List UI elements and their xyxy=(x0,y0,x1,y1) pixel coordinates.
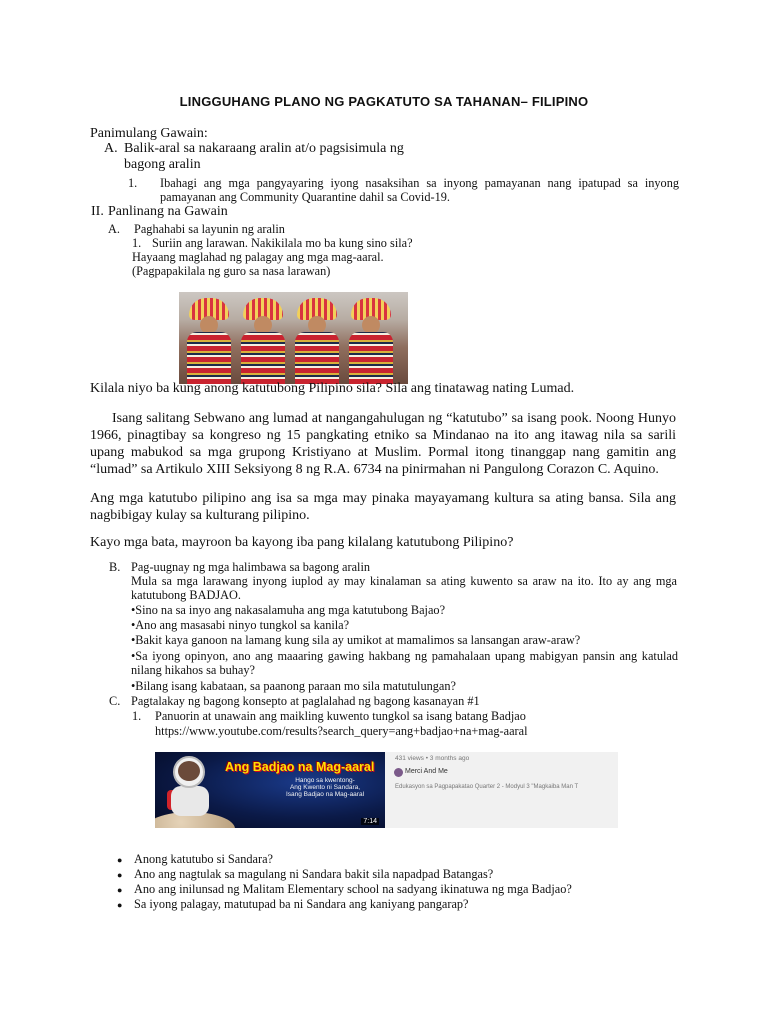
bullet-question: Anong katutubo si Sandara? xyxy=(134,852,273,866)
section-c-marker: C. xyxy=(109,694,121,708)
paragraph-lumad-history: Isang salitang Sebwano ang lumad at nangangahulugan ng “katutubo” sa isang pook. Noong Hunyo 1966, pinagtibay sa kongreso ng 15 pangkating etniko sa Mindanao na ito ang itawag nila sa sarili upang mabukod sa mga grupong Kristiyano at Muslim. Pormal itong tinanggap nang gamitin ang “lumad” sa Artikulo XIII Seksiyong 8 ng R.A. 6734 na pinirmahan ni Pangulong Corazon C. Aquino. xyxy=(90,411,676,477)
lumad-dancers-photo xyxy=(179,292,408,384)
section-c-item1-text: Panuorin at unawain ang maikling kuwento tungkol sa isang batang Badjao xyxy=(155,709,526,723)
video-subtitle-line: Isang Badjao na Mag-aaral xyxy=(285,791,365,798)
section-b-question: •Ano ang masasabi ninyo tungkol sa kanila? xyxy=(131,618,350,632)
astronaut-graphic xyxy=(169,756,215,816)
panimula-heading: Panimulang Gawain: xyxy=(90,126,208,141)
panlinang-heading: Panlinang na Gawain xyxy=(108,204,228,219)
panimula-item1-marker: 1. xyxy=(128,176,138,190)
paragraph-question: Kayo mga bata, mayroon ba kayong iba pang kilalang katutubong Pilipino? xyxy=(90,535,514,550)
video-url-link[interactable]: https://www.youtube.com/results?search_query=ang+badjao+na+mag-aaral xyxy=(155,724,528,738)
section-b-question: •Bakit kaya ganoon na lamang kung sila ay umikot at mamalimos sa lansangan araw-araw? xyxy=(131,633,581,647)
page-title: LINGGUHANG PLANO NG PAGKATUTO SA TAHANAN– FILIPINO xyxy=(179,94,589,109)
paragraph-lumad-intro: Kilala niyo ba kung anong katutubong Pilipino sila? Sila ang tinatawag nating Lumad. xyxy=(90,381,575,396)
video-thumbnail[interactable] xyxy=(155,752,385,828)
section-b-intro: Mula sa mga larawang inyong iuplod ay may kinalaman sa ating kuwento sa araw na ito. Ito ay ang mga katutubong BADJAO. xyxy=(131,574,677,602)
panimula-a-line2: bagong aralin xyxy=(124,157,201,172)
panimula-a-marker: A. xyxy=(104,141,118,156)
bullet-icon: ● xyxy=(117,855,123,865)
bullet-icon: ● xyxy=(117,870,123,880)
video-views: 431 views • 3 months ago xyxy=(395,755,470,762)
section-b-marker: B. xyxy=(109,560,121,574)
section-b-question: •Sino na sa inyo ang nakasalamuha ang mga katutubong Bajao? xyxy=(131,603,446,617)
panimula-a-line1: Balik-aral sa nakaraang aralin at/o pagsisimula ng xyxy=(124,141,404,156)
channel-name[interactable]: Merci And Me xyxy=(405,768,448,775)
section-c-heading: Pagtalakay ng bagong konsepto at paglalahad ng bagong kasanayan #1 xyxy=(131,694,480,708)
video-title: Ang Badjao na Mag-aaral xyxy=(225,760,375,774)
bullet-question: Ano ang nagtulak sa magulang ni Sandara bakit sila napadpad Batangas? xyxy=(134,867,494,881)
section-b-question: •Sa iyong opinyon, ano ang maaaring gawing hakbang ng pamahalaan upang mabigyan pansin ang katulad nilang hikahos sa buhay? xyxy=(131,649,678,677)
panlinang-item1-text: Suriin ang larawan. Nakikilala mo ba kung sino sila? xyxy=(152,236,413,250)
panlinang-line3: (Pagpapakilala ng guro sa nasa larawan) xyxy=(132,264,331,278)
panlinang-a-marker: A. xyxy=(108,222,120,236)
section-c-item1-marker: 1. xyxy=(132,709,142,723)
bullet-question: Ano ang inilunsad ng Malitam Elementary school na sadyang ikinatuwa ng mga Badjao? xyxy=(134,882,572,896)
channel-avatar xyxy=(394,768,403,777)
panlinang-line2: Hayaang maglahad ng palagay ang mga mag-aaral. xyxy=(132,250,384,264)
panlinang-a-text: Paghahabi sa layunin ng aralin xyxy=(134,222,285,236)
bullet-question: Sa iyong palagay, matutupad ba ni Sandara ang kaniyang pangarap? xyxy=(134,897,469,911)
bullet-icon: ● xyxy=(117,900,123,910)
video-duration: 7:14 xyxy=(363,818,377,825)
panlinang-marker: II. xyxy=(91,204,104,219)
section-b-question: •Bilang isang kabataan, sa paanong paraan mo sila matutulungan? xyxy=(131,679,456,693)
video-subtitle-line: Ang Kwento ni Sandara, xyxy=(289,784,361,791)
paragraph-katutubo-kultura: Ang mga katutubo pilipino ang isa sa mga may pinaka mayayamang kultura sa ating bansa. Sila ang nagbibigay kulay sa kulturang pilipino. xyxy=(90,491,676,523)
video-info-panel xyxy=(385,752,618,828)
panimula-item1-text: Ibahagi ang mga pangyayaring iyong nasaksihan sa inyong pamayanan nang ipatupad sa inyong pamayanan ang Community Quarantine dahil sa Covid-19. xyxy=(160,176,679,204)
panlinang-item1-marker: 1. xyxy=(132,236,142,250)
section-b-heading: Pag-uugnay ng mga halimbawa sa bagong aralin xyxy=(131,560,371,574)
video-subtitle-line: Hango sa kwentong- xyxy=(295,777,355,784)
video-description: Edukasyon sa Pagpapakatao Quarter 2 - Modyul 3 "Magkaiba Man T xyxy=(395,784,579,790)
bullet-icon: ● xyxy=(117,885,123,895)
